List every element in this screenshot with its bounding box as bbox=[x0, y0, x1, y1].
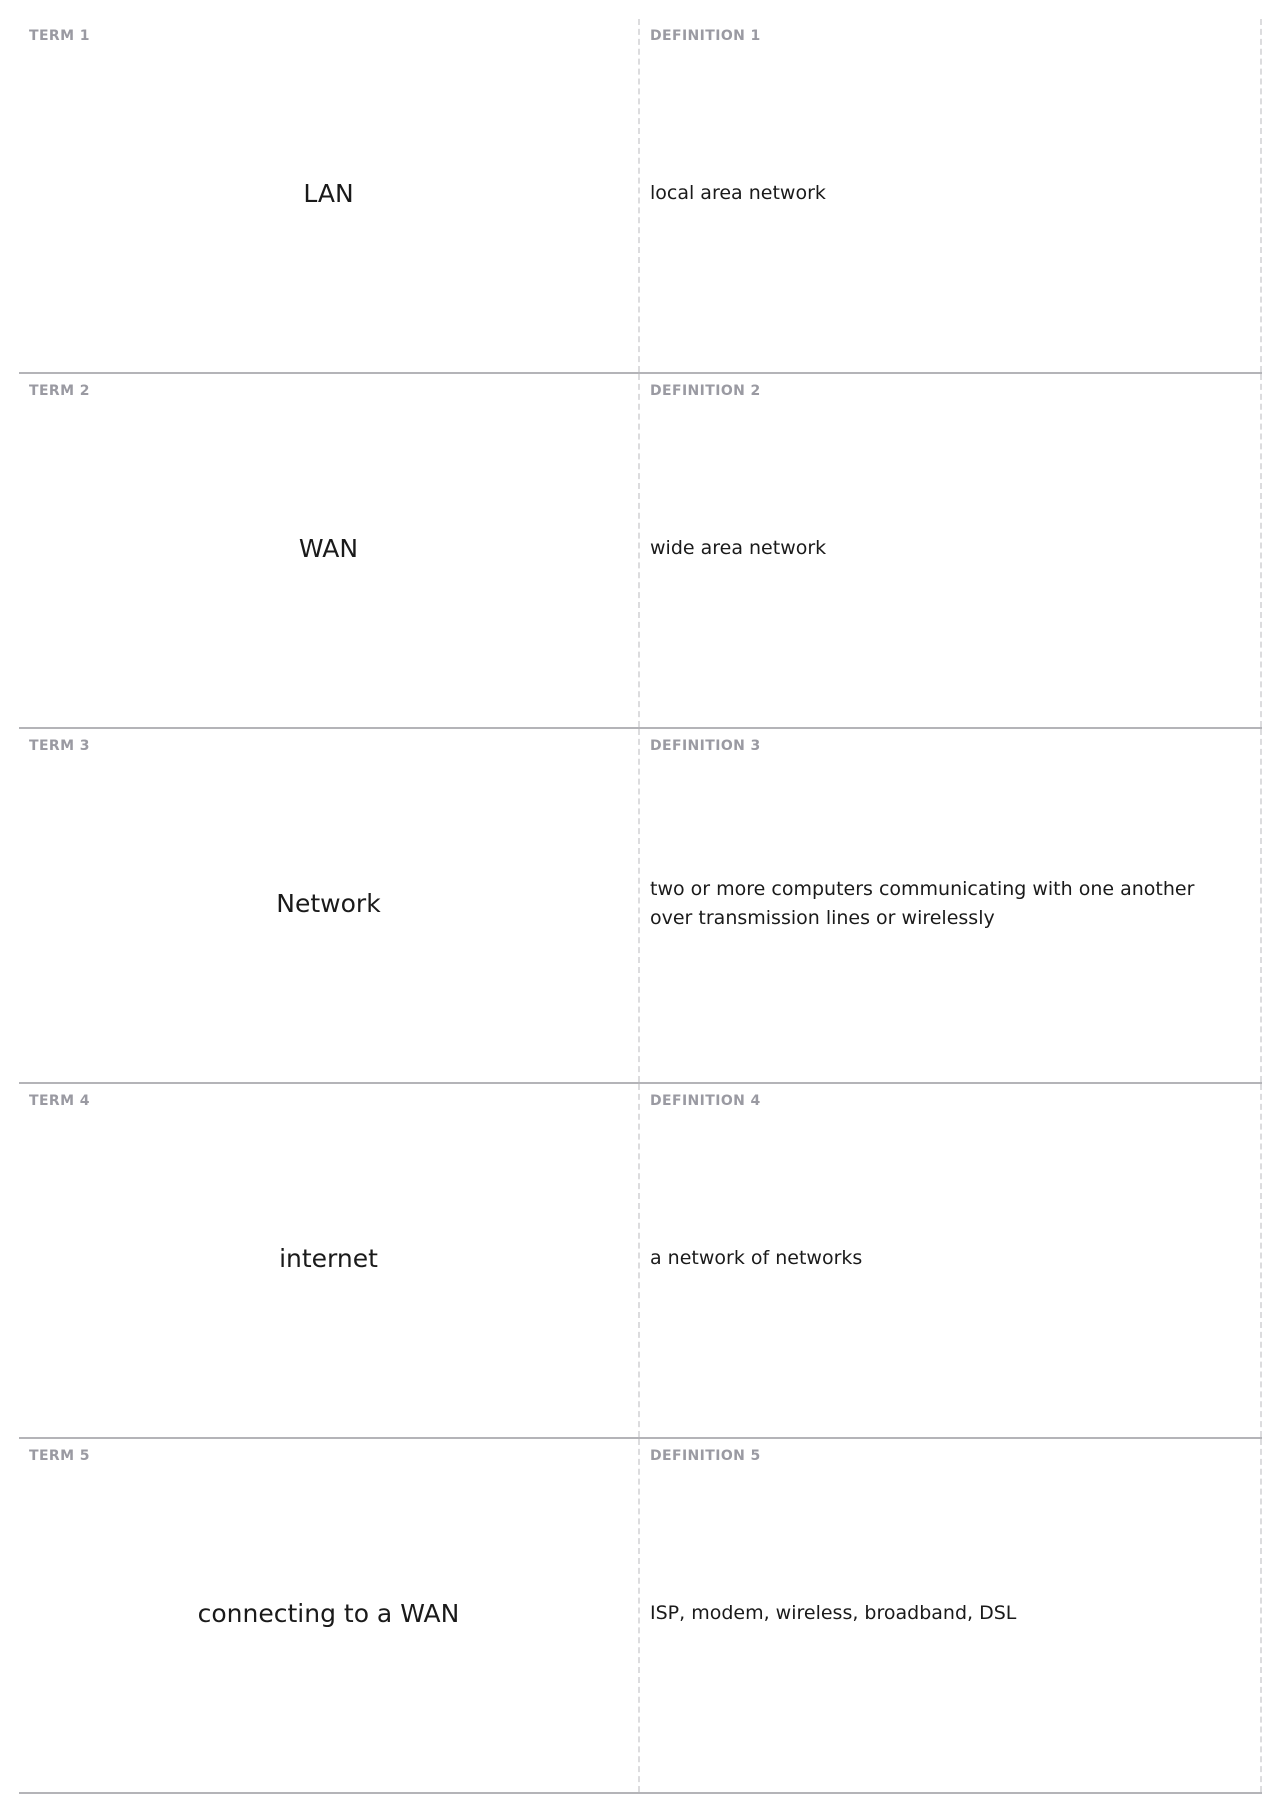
term-cell bbox=[19, 1439, 640, 1792]
term-label: TERM 1 bbox=[29, 28, 90, 44]
flashcard-row bbox=[19, 729, 1262, 1084]
term-text: Network bbox=[276, 889, 381, 918]
definition-text: ISP, modem, wireless, broadband, DSL bbox=[650, 1602, 1017, 1624]
term-text: internet bbox=[279, 1244, 378, 1273]
term-text: WAN bbox=[298, 534, 359, 563]
term-text: LAN bbox=[303, 179, 354, 208]
term-cell bbox=[19, 1084, 640, 1437]
flashcard-row bbox=[19, 19, 1262, 374]
definition-text: a network of networks bbox=[650, 1247, 863, 1269]
definition-text: local area network bbox=[650, 182, 826, 204]
term-label: TERM 4 bbox=[29, 1093, 90, 1109]
term-cell bbox=[19, 729, 640, 1082]
definition-cell bbox=[640, 374, 1262, 727]
definition-label: DEFINITION 5 bbox=[650, 1448, 761, 1464]
definition-cell bbox=[640, 1084, 1262, 1437]
definition-text: two or more computers communicating with one another over transmission lines or wirelessly bbox=[650, 877, 1195, 929]
term-label: TERM 2 bbox=[29, 383, 90, 399]
definition-cell bbox=[640, 729, 1262, 1082]
term-cell bbox=[19, 374, 640, 727]
definition-label: DEFINITION 4 bbox=[650, 1093, 761, 1109]
flashcard-sheet bbox=[19, 19, 1262, 1794]
definition-cell bbox=[640, 19, 1262, 372]
term-text: connecting to a WAN bbox=[197, 1599, 460, 1628]
flashcard-row bbox=[19, 374, 1262, 729]
definition-text: wide area network bbox=[650, 537, 827, 559]
definition-cell bbox=[640, 1439, 1262, 1792]
flashcard-row bbox=[19, 1439, 1262, 1794]
term-label: TERM 3 bbox=[29, 738, 90, 754]
flashcard-row bbox=[19, 1084, 1262, 1439]
term-cell bbox=[19, 19, 640, 372]
definition-label: DEFINITION 1 bbox=[650, 28, 761, 44]
definition-label: DEFINITION 3 bbox=[650, 738, 761, 754]
definition-label: DEFINITION 2 bbox=[650, 383, 761, 399]
term-label: TERM 5 bbox=[29, 1448, 90, 1464]
